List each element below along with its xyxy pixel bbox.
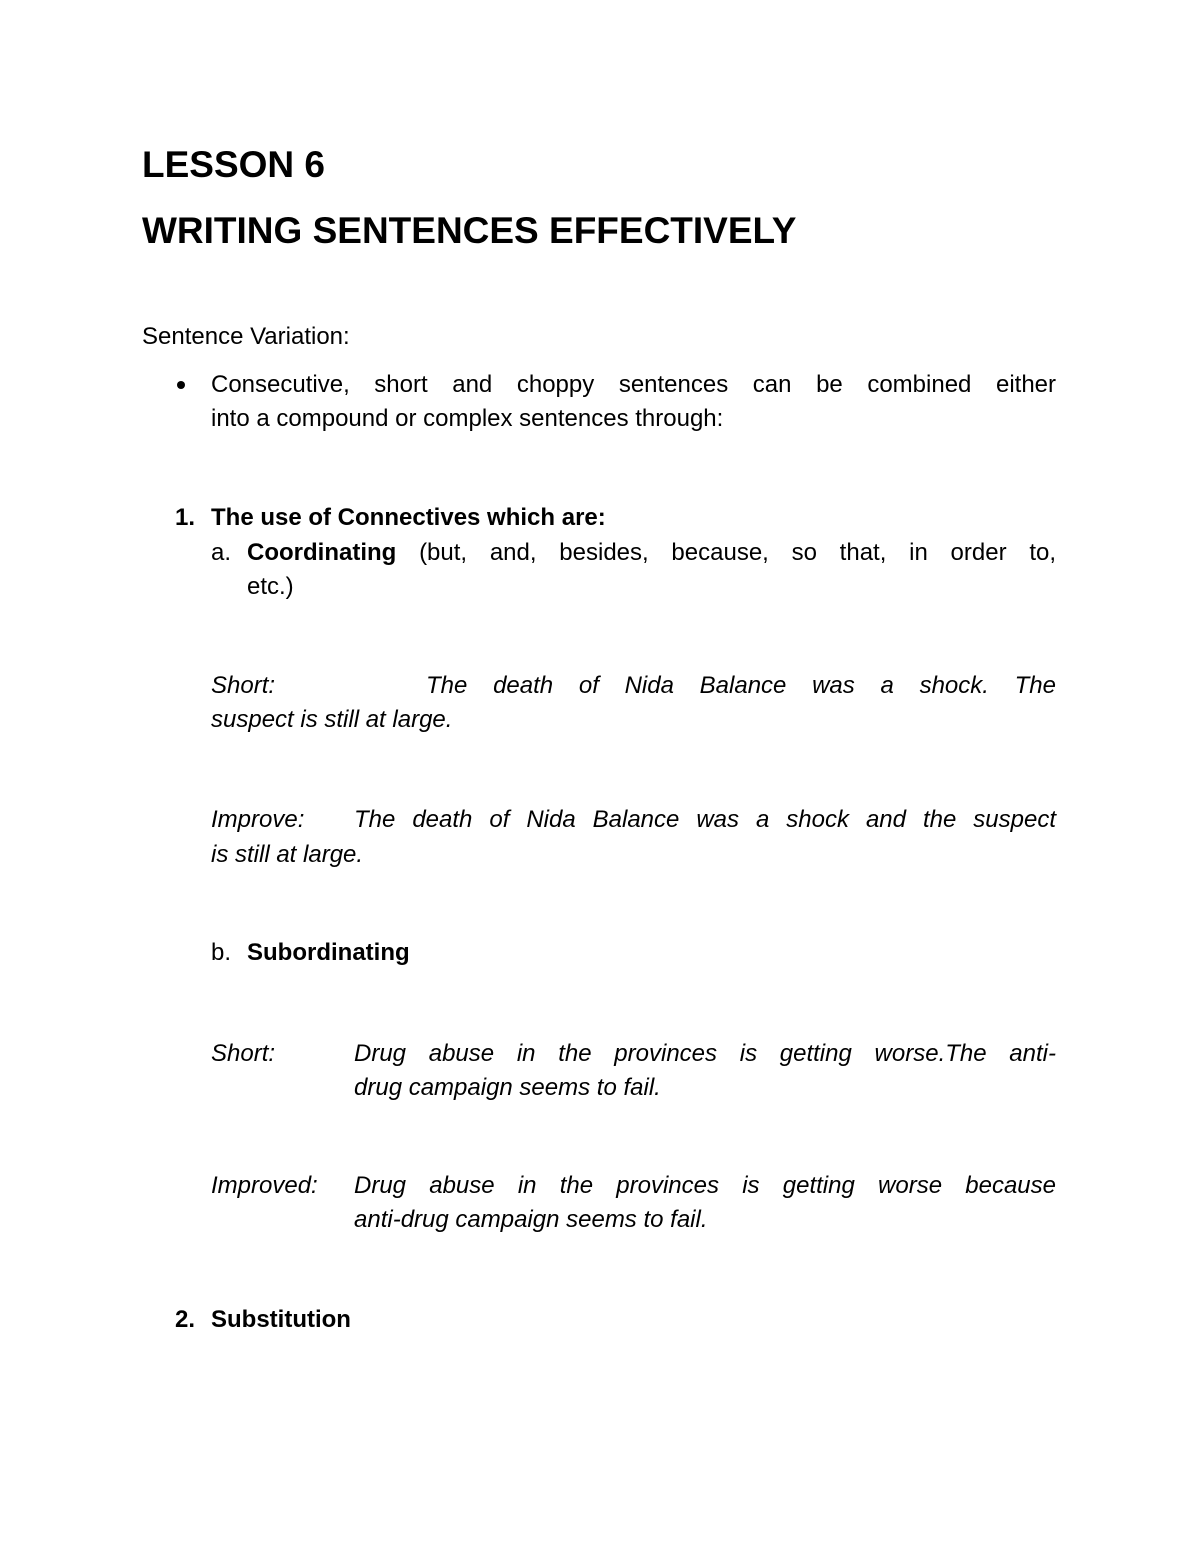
subordinating-improved-label: Improved: <box>211 1172 318 1199</box>
coordinating-short-line-1-block <box>426 669 1056 703</box>
section-label: Sentence Variation: <box>142 323 350 350</box>
subordinating-improved-paragraph <box>354 1169 1056 1237</box>
item1-heading: The use of Connectives which are: <box>211 504 606 531</box>
subordinating-short-label: Short: <box>211 1040 276 1067</box>
coordinating-term: Coordinating <box>247 539 397 566</box>
bullet-icon <box>177 381 185 389</box>
coordinating-line-1 <box>247 536 1056 570</box>
coordinating-improve-line-1-block <box>354 803 1056 837</box>
item2-number: 2. <box>175 1306 196 1333</box>
coordinating-improve-line-2: is still at large. <box>211 841 364 868</box>
bullet-line-2: into a compound or complex sentences through: <box>211 405 724 432</box>
coordinating-short-label: Short: <box>211 672 276 699</box>
subordinating-short-paragraph <box>354 1037 1056 1105</box>
coordinating-letter: a. <box>211 539 232 566</box>
subordinating-short-line-1: Drug abuse in the provinces is getting worse.The anti- <box>354 1040 1056 1067</box>
coordinating-rest-1: (but, and, besides, because, so that, in order to, <box>419 539 1056 566</box>
subordinating-improved-line-1: Drug abuse in the provinces is getting worse because <box>354 1172 1056 1199</box>
coordinating-improve-label: Improve: <box>211 806 305 833</box>
item1-number: 1. <box>175 504 196 531</box>
bullet-paragraph <box>211 368 1056 436</box>
coordinating-short-line-1: The death of Nida Balance was a shock. The <box>426 672 1056 699</box>
subordinating-letter: b. <box>211 939 232 966</box>
lesson-title: LESSON 6 <box>142 144 325 185</box>
coordinating-paragraph <box>247 536 1056 604</box>
subordinating-term: Subordinating <box>247 939 410 966</box>
lesson-subtitle: WRITING SENTENCES EFFECTIVELY <box>142 210 797 251</box>
coordinating-improve-line-1: The death of Nida Balance was a shock and the suspect <box>354 806 1056 833</box>
item2-heading: Substitution <box>211 1306 351 1333</box>
coordinating-short-line-2: suspect is still at large. <box>211 706 453 733</box>
bullet-line-1: Consecutive, short and choppy sentences can be combined either <box>211 371 1056 398</box>
subordinating-short-line-2: drug campaign seems to fail. <box>354 1074 661 1101</box>
coordinating-line-2: etc.) <box>247 573 294 600</box>
subordinating-improved-line-2: anti-drug campaign seems to fail. <box>354 1206 708 1233</box>
